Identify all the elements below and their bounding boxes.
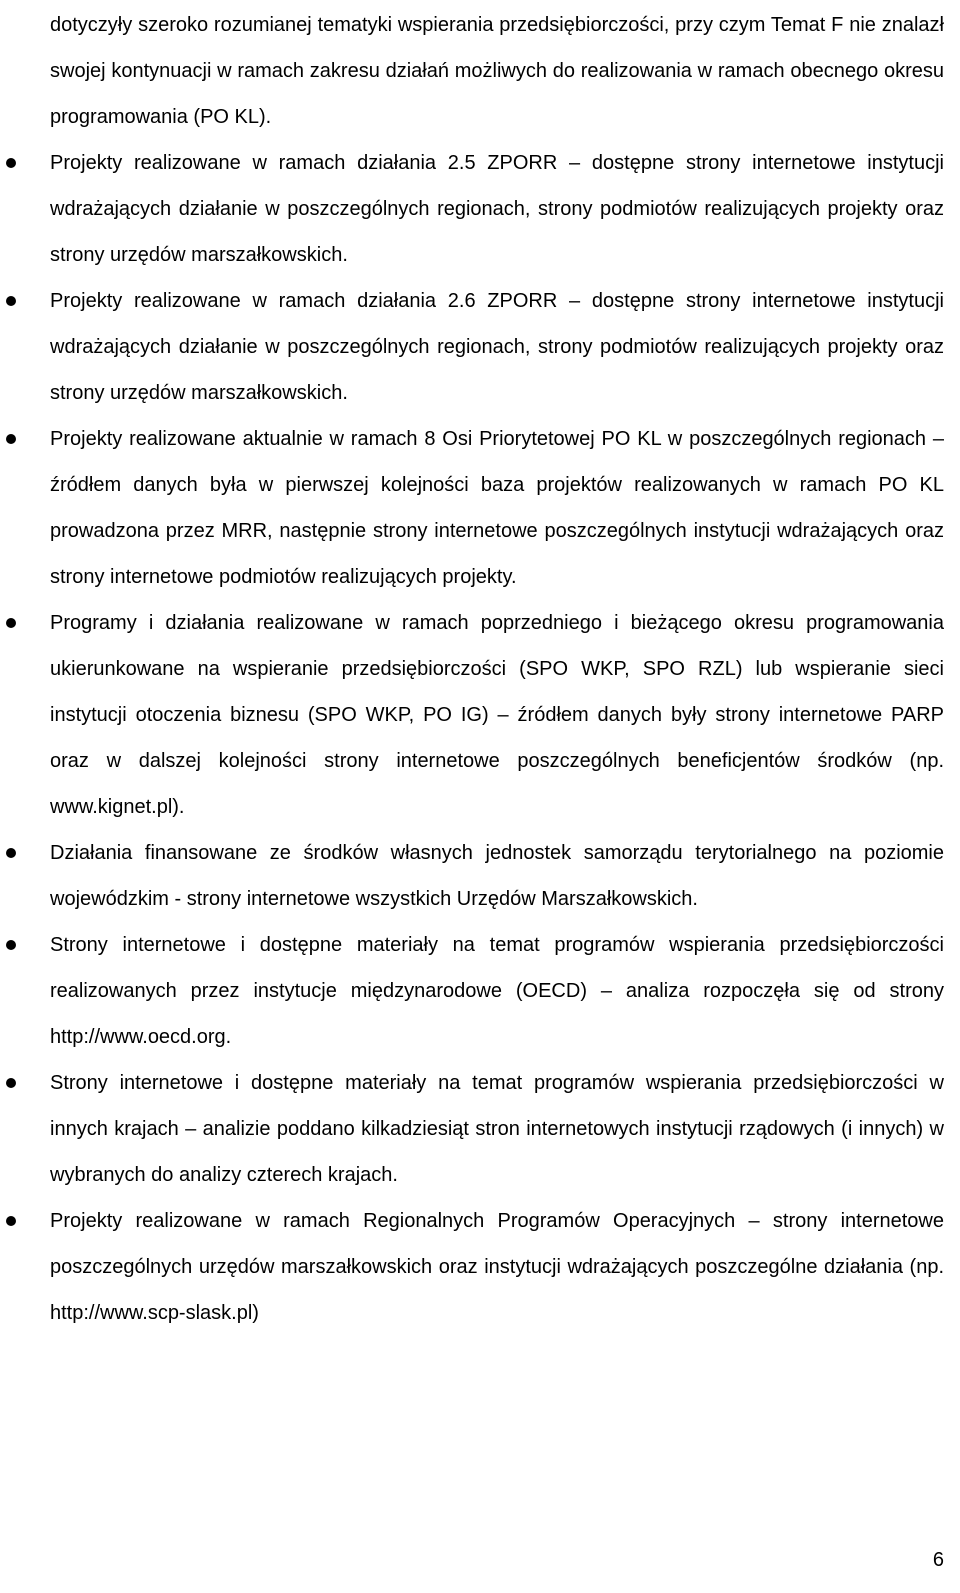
list-item — [50, 922, 944, 1060]
list-item — [50, 1060, 944, 1198]
list-item-text: Projekty realizowane w ramach działania 2.5 ZPORR – dostępne strony internetowe instytucji wdrażających działanie w poszczególnych regionach, strony podmiotów realizujących projekty oraz strony urzędów marszałkowskich. — [50, 152, 944, 266]
list-item-text: Programy i działania realizowane w ramach poprzedniego i bieżącego okresu programowania ukierunkowane na wspieranie przedsiębiorczości (SPO WKP, SPO RZL) lub wspieranie sieci instytucji otoczenia biznesu (SPO WKP, PO IG) – źródłem danych były strony internetowe PARP oraz w dalszej kolejności strony internetowe poszczególnych beneficjentów środków (np. www.kignet.pl). — [50, 612, 944, 818]
bullet-icon — [6, 434, 16, 444]
list-item-text: Projekty realizowane w ramach działania 2.6 ZPORR – dostępne strony internetowe instytucji wdrażających działanie w poszczególnych regionach, strony podmiotów realizujących projekty oraz strony urzędów marszałkowskich. — [50, 290, 944, 404]
bullet-icon — [6, 618, 16, 628]
bullet-icon — [6, 296, 16, 306]
list-item — [50, 140, 944, 278]
bullet-icon — [6, 158, 16, 168]
list-item-text: Działania finansowane ze środków własnych jednostek samorządu terytorialnego na poziomie wojewódzkim - strony internetowe wszystkich Urzędów Marszałkowskich. — [50, 842, 944, 910]
document-body — [50, 2, 944, 1336]
list-item — [50, 278, 944, 416]
bullet-icon — [6, 1078, 16, 1088]
list-item-text: Strony internetowe i dostępne materiały na temat programów wspierania przedsiębiorczości realizowanych przez instytucje międzynarodowe (OECD) – analiza rozpoczęła się od strony http://www.oecd.org. — [50, 934, 944, 1048]
list-item — [50, 830, 944, 922]
list-item — [50, 1198, 944, 1336]
list-item — [50, 600, 944, 830]
list-item-text: Projekty realizowane w ramach Regionalnych Programów Operacyjnych – strony internetowe poszczególnych urzędów marszałkowskich oraz instytucji wdrażających poszczególne działania (np. http://www.scp-slask.pl) — [50, 1210, 944, 1324]
bullet-icon — [6, 1216, 16, 1226]
list-item-text: Projekty realizowane aktualnie w ramach 8 Osi Priorytetowej PO KL w poszczególnych regionach – źródłem danych była w pierwszej kolejności baza projektów realizowanych w ramach PO KL prowadzona przez MRR, następnie strony internetowe poszczególnych instytucji wdrażających oraz strony internetowe podmiotów realizujących projekty. — [50, 428, 944, 588]
intro-paragraph: dotyczyły szeroko rozumianej tematyki wspierania przedsiębiorczości, przy czym Temat F nie znalazł swojej kontynuacji w ramach zakresu działań możliwych do realizowania w ramach obecnego okresu programowania (PO KL). — [50, 14, 944, 128]
page-number: 6 — [932, 1549, 944, 1571]
list-item — [50, 416, 944, 600]
bullet-icon — [6, 848, 16, 858]
list-item-text: Strony internetowe i dostępne materiały na temat programów wspierania przedsiębiorczości w innych krajach – analizie poddano kilkadziesiąt stron internetowych instytucji rządowych (i innych) w wybranych do analizy czterech krajach. — [50, 1072, 944, 1186]
bullet-list — [50, 140, 944, 1336]
bullet-icon — [6, 940, 16, 950]
